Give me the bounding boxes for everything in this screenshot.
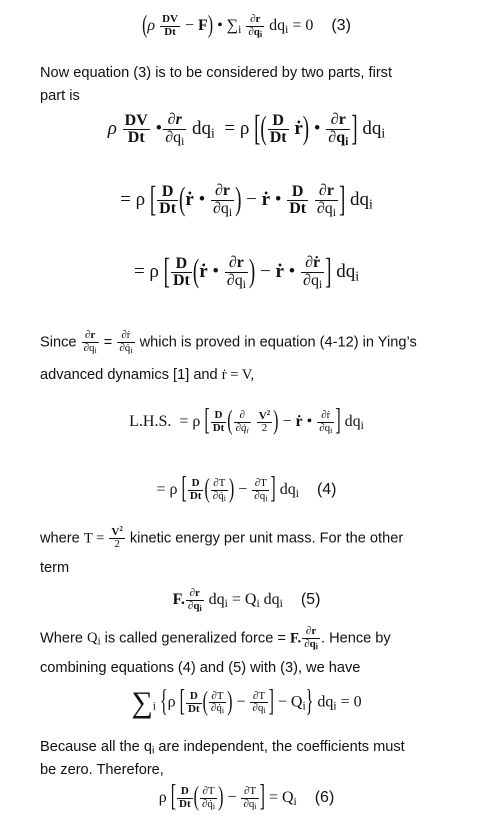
paragraph-intro-line2: part is bbox=[40, 88, 80, 104]
equation-lhs: L.H.S. = ρ [ $\frac{D}{Dt}$ ( ∂ ∂q̇i $\frac{V^2}{2}$ ) − ṙ • $\frac{\text{∂ṙ}}{\partial qi}$ ] dqi bbox=[129, 405, 364, 438]
where-tail: kinetic energy per unit mass. For the other bbox=[129, 530, 404, 547]
equation-rdot-derivative: = ρ [ $\frac{D}{Dt}$ (ṙ • $\frac{\partial r}{\partial qi}$ ) − ṙ • $\frac{\text{∂ṙ}}{\partial qi}$ ] dqi bbox=[133, 251, 360, 292]
paragraph-where-T: where T = $\frac{V^2}{2}$ kinetic energy per unit mass. For the other bbox=[40, 525, 404, 551]
because-text: Because all the q bbox=[40, 739, 152, 755]
since-word: Since bbox=[40, 334, 77, 351]
paragraph-where-Q: Where Qi is called generalized force = F. $\frac{\partial r}{\partial qi}$ . Hence by bbox=[40, 625, 391, 651]
where-Q-tail: Hence by bbox=[329, 630, 391, 647]
equation-4: = ρ [ $\frac{D}{Dt}$ ( $\frac{\partial T}{\partial q̇i}$ ) − $\frac{\partial T}{\partial qi}$ ] dqi (4) bbox=[156, 473, 337, 506]
equation-3: (ρ $\frac{DV}{Dt}$ − F) • ∑i $\frac{\partial r}{\partial qi}$ dqi = 0 (3) bbox=[142, 12, 351, 40]
equation-first-part: ρ $\frac{DV}{Dt}$ • $\frac{\partial r}{\partial qi}$ dqi = ρ [( $\frac{D}{Dt}$ ṙ) • $\frac{\partial r}{\partial qi}$ ] dqi bbox=[107, 108, 386, 149]
paragraph-advanced: advanced dynamics [1] and ṙ = V, bbox=[40, 367, 255, 383]
equation-5: F. $\frac{\partial r}{\partial qi}$ dqi = Qi dqi (5) bbox=[172, 587, 321, 613]
paragraph-because-line1: Because all the qi are independent, the coefficients must bbox=[40, 739, 405, 757]
paragraph-since: Since $\frac{\partial r}{\partial qi}$ = $\frac{\text{∂ṙ}}{\partial q̇i}$ which is proved in equation (4-12) in Ying’s bbox=[40, 329, 417, 355]
equation-number-4: (4) bbox=[316, 481, 337, 499]
since-tail: which is proved in equation (4-12) in Ying’s bbox=[139, 334, 417, 351]
where-Q-mid: is called generalized force = bbox=[104, 630, 286, 647]
paragraph-because-line2: be zero. Therefore, bbox=[40, 762, 164, 778]
paragraph-combining: combining equations (4) and (5) with (3), we have bbox=[40, 660, 361, 676]
paragraph-term: term bbox=[40, 560, 70, 576]
lhs-label: L.H.S. bbox=[129, 413, 172, 431]
paragraph-intro-line1: Now equation (3) is to be considered by two parts, first bbox=[40, 65, 393, 81]
equation-number-6: (6) bbox=[314, 789, 335, 807]
advanced-text: advanced dynamics [1] and bbox=[40, 367, 218, 383]
equation-number-5: (5) bbox=[300, 591, 321, 609]
equation-expanded: = ρ [ $\frac{D}{Dt}$ (ṙ • $\frac{\partial r}{\partial qi}$ ) − ṙ • $\frac{D}{Dt}$ $\frac{\partial r}{\partial qi}$ ] dqi bbox=[120, 179, 373, 220]
equation-sum: ∑i {ρ [ $\frac{D}{Dt}$ ( $\frac{\partial T}{\partial q̇i}$ ) − $\frac{\partial T}{\partial qi}$ ] − Qi} dqi = 0 bbox=[131, 685, 362, 719]
where-Q-word: Where bbox=[40, 630, 83, 647]
equation-number-3: (3) bbox=[331, 17, 351, 35]
where-word: where bbox=[40, 530, 80, 547]
equation-6: ρ [ $\frac{D}{Dt}$ ( $\frac{\partial T}{\partial q̇i}$ ) − $\frac{\partial T}{\partial qi}$ ] = Qi (6) bbox=[158, 781, 335, 814]
because-tail: are independent, the coefficients must bbox=[158, 739, 405, 755]
